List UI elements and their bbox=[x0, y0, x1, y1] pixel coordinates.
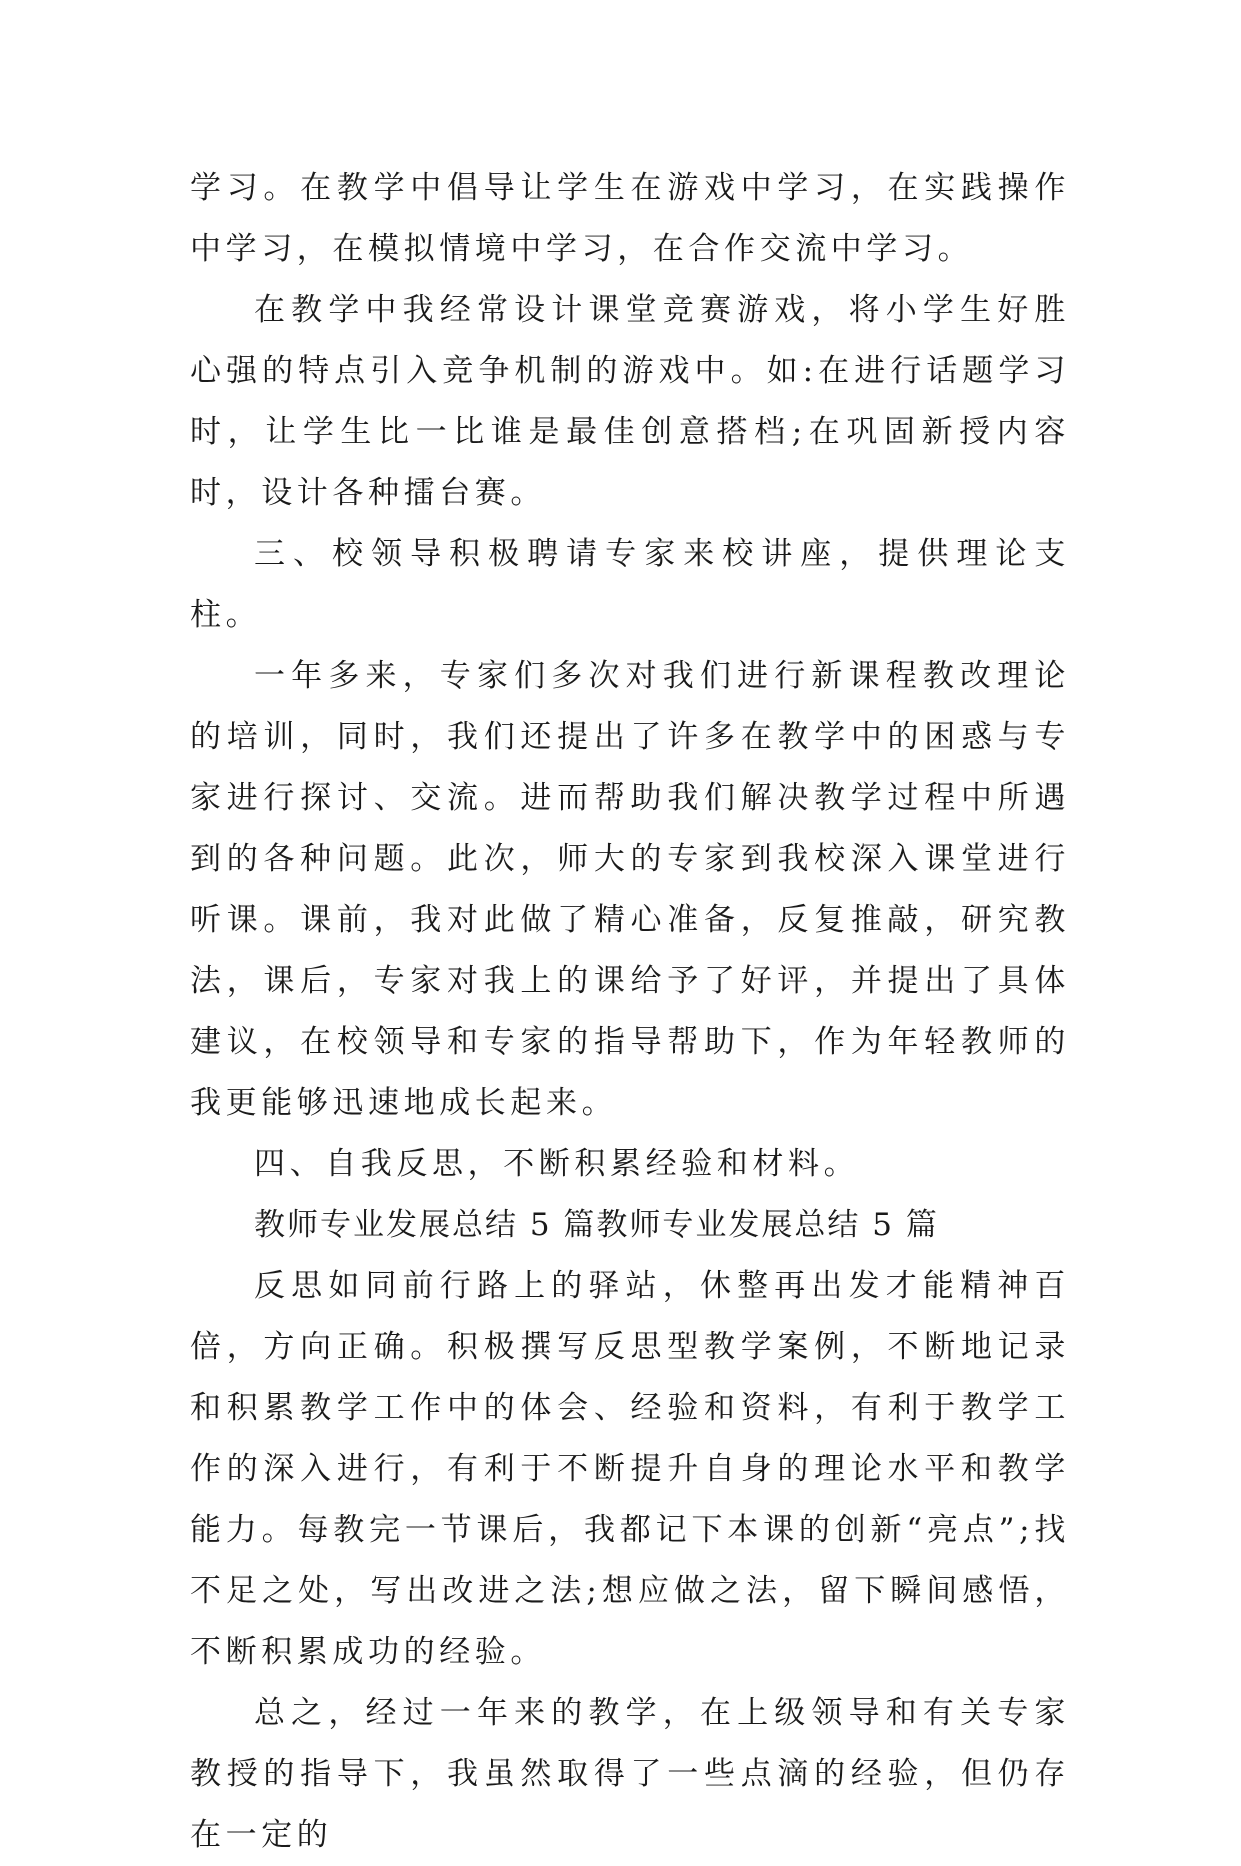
section-heading-4: 四、自我反思，不断积累经验和材料。 bbox=[254, 1146, 860, 1182]
paragraph-8: 总之，经过一年来的教学，在上级领导和有关专家教授的指导下，我虽然取得了一些点滴的经验，但仍存在一定的 bbox=[190, 1695, 1070, 1853]
paragraph-7: 反思如同前行路上的驿站，休整再出发才能精神百倍，方向正确。积极撰写反思型教学案例，不断地记录和积累教学工作中的体会、经验和资料，有利于教学工作的深入进行，有利于不断提升自身的理论水平和教学能力。每教完一节课后，我都记下本课的创新“亮点”;找不足之处，写出改进之法;想应做之法，留下瞬间感悟，不断积累成功的经验。 bbox=[190, 1268, 1070, 1670]
paragraph-2: 在教学中我经常设计课堂竞赛游戏，将小学生好胜心强的特点引入竞争机制的游戏中。如:在进行话题学习时，让学生比一比谁是最佳创意搭档;在巩固新授内容时，设计各种擂台赛。 bbox=[190, 292, 1070, 511]
document-body bbox=[190, 158, 1070, 1866]
paragraph-1: 学习。在教学中倡导让学生在游戏中学习，在实践操作中学习，在模拟情境中学习，在合作交流中学习。 bbox=[190, 170, 1070, 267]
inline-title: 教师专业发展总结 5 篇教师专业发展总结 5 篇 bbox=[254, 1207, 939, 1243]
paragraph-4: 一年多来，专家们多次对我们进行新课程教改理论的培训，同时，我们还提出了许多在教学中的困惑与专家进行探讨、交流。进而帮助我们解决教学过程中所遇到的各种问题。此次，师大的专家到我校深入课堂进行听课。课前，我对此做了精心准备，反复推敲，研究教法，课后，专家对我上的课给予了好评，并提出了具体建议，在校领导和专家的指导帮助下，作为年轻教师的我更能够迅速地成长起来。 bbox=[190, 658, 1070, 1121]
section-heading-3: 三、校领导积极聘请专家来校讲座，提供理论支柱。 bbox=[190, 536, 1070, 633]
